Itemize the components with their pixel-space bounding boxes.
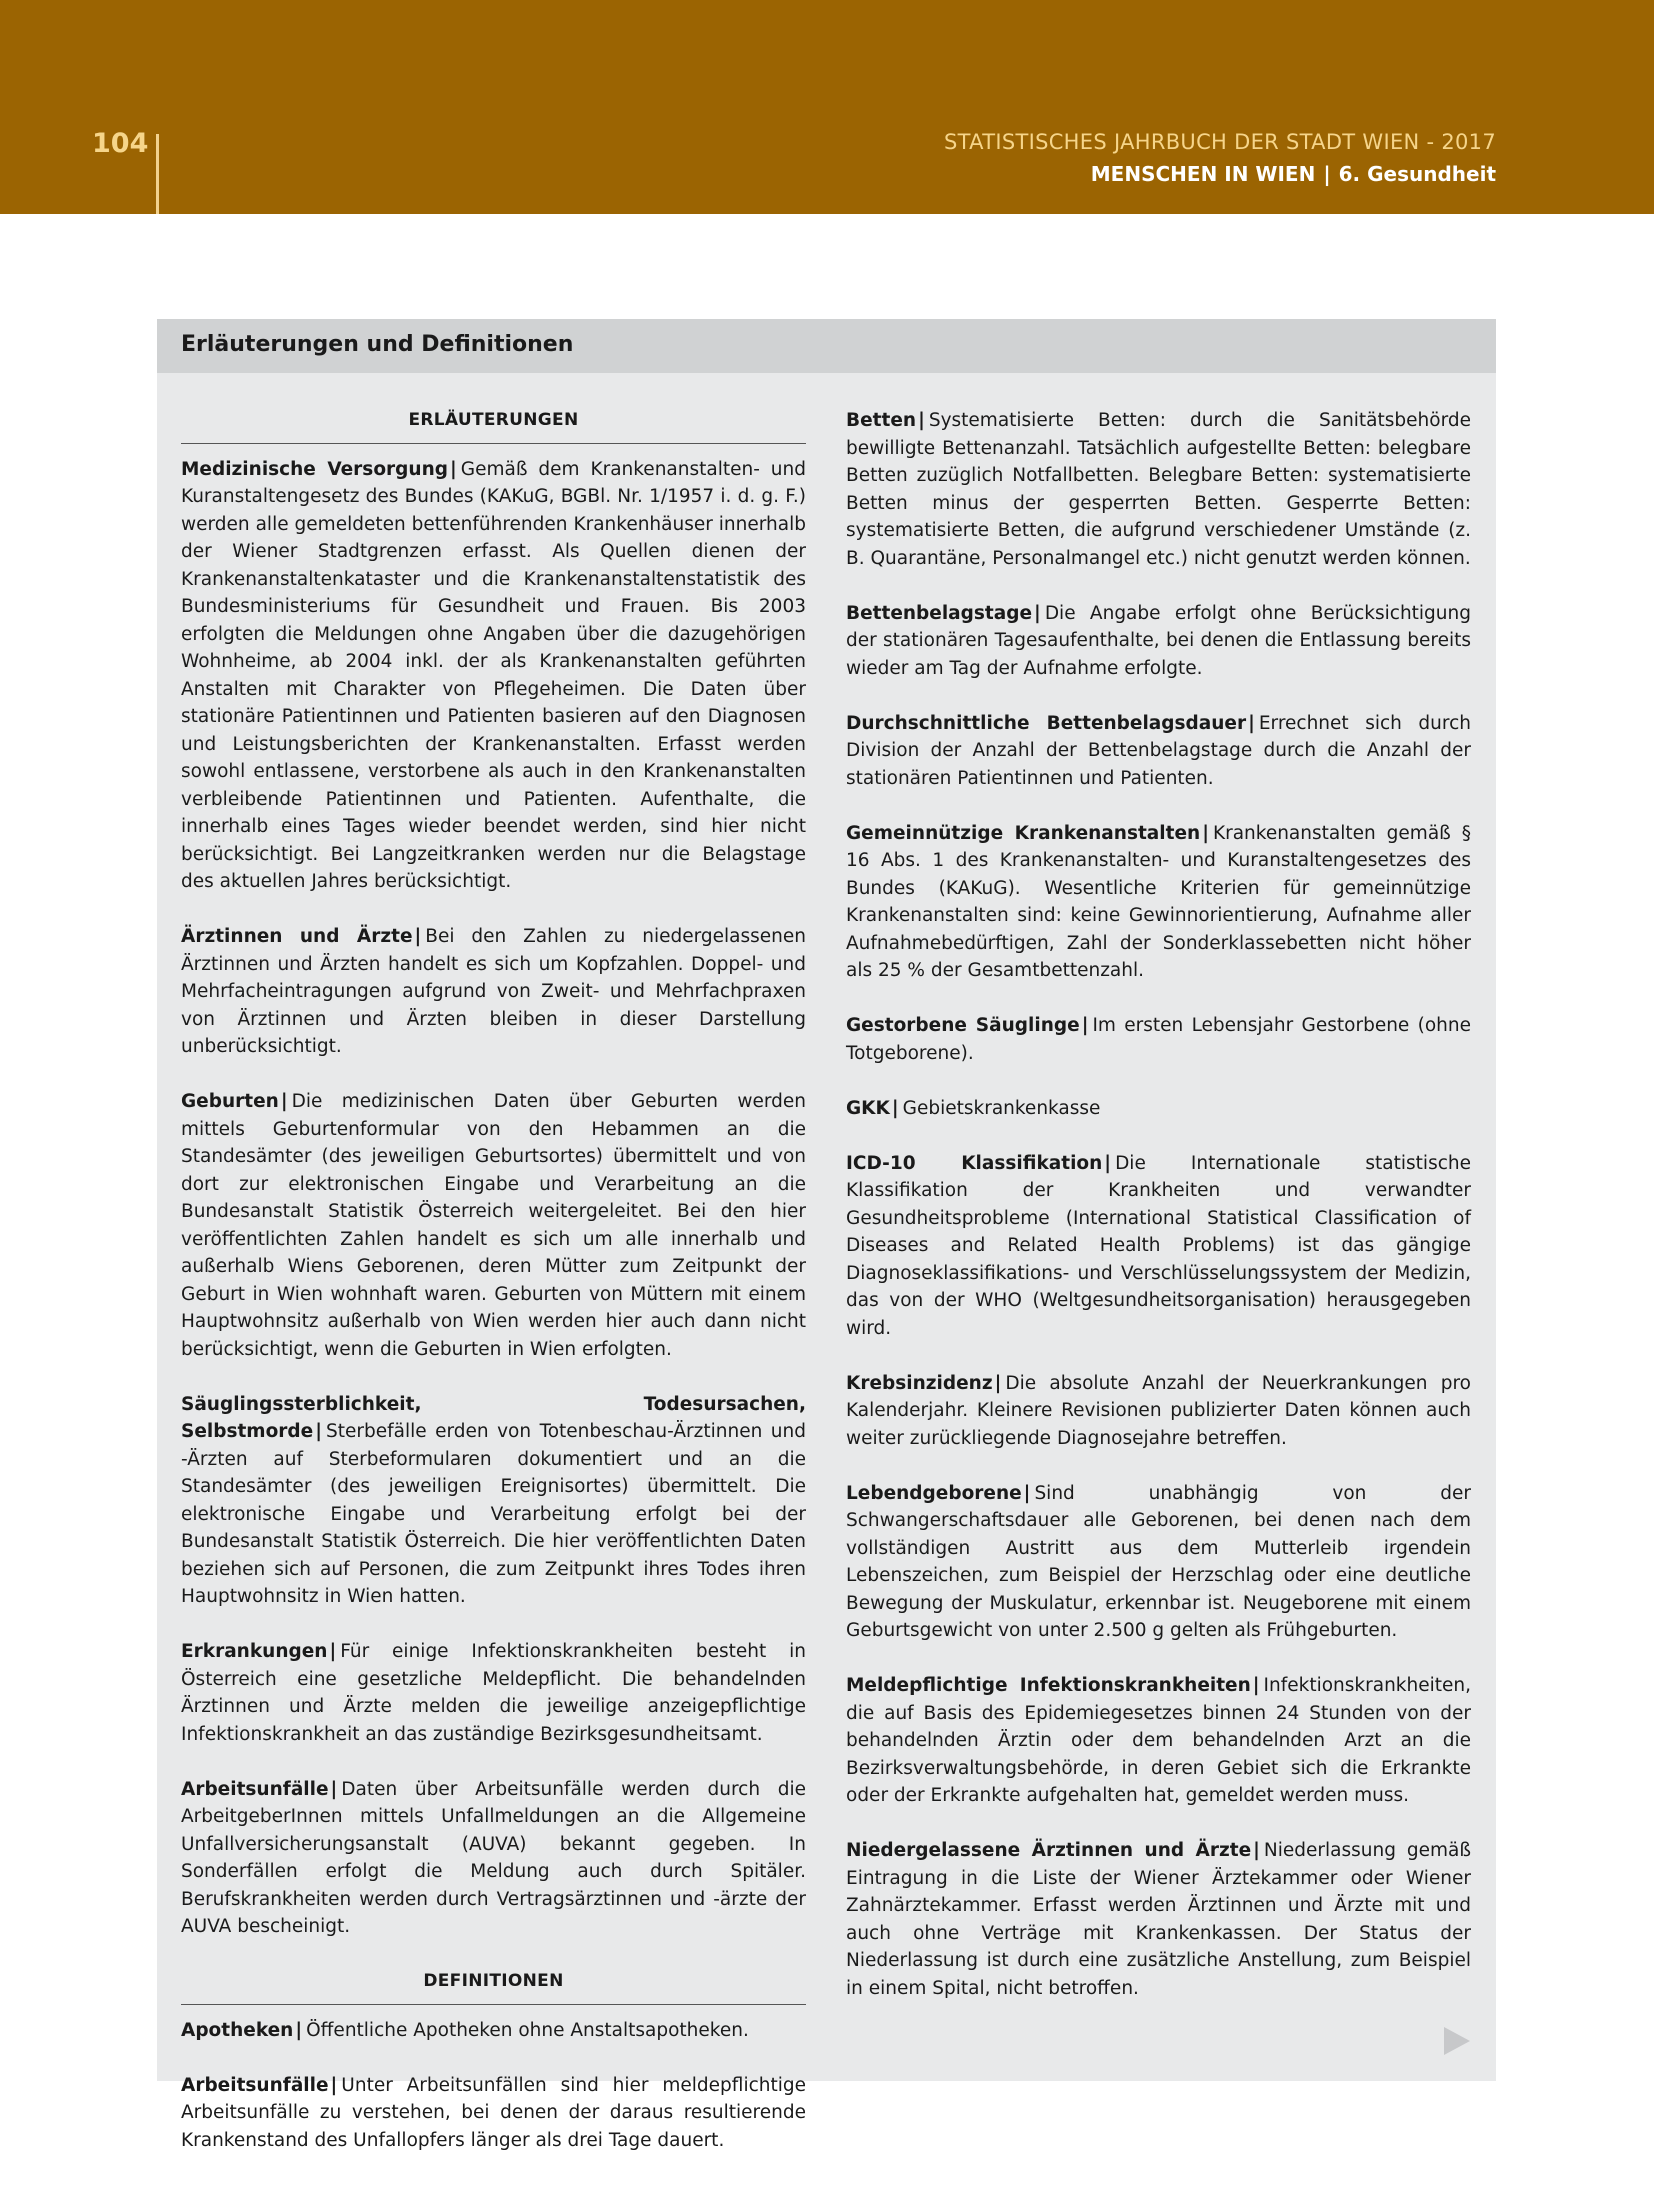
entry-term: Säuglingssterblichkeit, Todesursachen, Selbstmorde (181, 1393, 806, 1442)
definition-entry (181, 456, 806, 896)
definition-entry (181, 2072, 806, 2155)
term-separator: | (414, 926, 422, 947)
entry-text: Niederlassung gemäß Eintragung in die Liste der Wiener Ärztekammer oder Wiener Zahnärztekammer. Erfasst werden Ärztinnen und Ärzte mit und auch ohne Verträge mit Krankenkassen. Der Status der Niederlassung ist durch eine zusätzliche Anstellung, zum Beispiel in einem Spital, nicht betroffen. (846, 1840, 1471, 1999)
entry-text: Sind unabhängig von der Schwangerschaftsdauer alle Geborenen, bei denen nach dem vollständigen Austritt aus dem Mutterleib irgendein Lebenszeichen, zum Beispiel der Herzschlag oder eine deutliche Bewegung der Muskulatur, erkennbar ist. Neugeborene mit einem Geburtsgewicht von unter 2.500 g gelten als Frühgeburten. (846, 1482, 1471, 1641)
entry-term: GKK (846, 1097, 890, 1119)
term-separator: | (994, 1372, 1002, 1394)
definition-entry (846, 710, 1471, 793)
definition-entry (181, 2017, 806, 2045)
entry-term: Gestorbene Säuglinge (846, 1015, 1080, 1036)
entry-term: Meldepflichtige Infektionskrankheiten (846, 1675, 1251, 1696)
page-header (0, 0, 1654, 214)
entry-term: Durchschnittliche Bettenbelagsdauer (846, 712, 1247, 734)
definition-entry (846, 1012, 1471, 1067)
definition-entry (846, 407, 1471, 572)
term-separator: | (1202, 822, 1209, 844)
entry-term: Geburten (181, 1091, 279, 1112)
term-separator: | (280, 1091, 288, 1112)
definition-entry (181, 1391, 806, 1611)
entry-text: Öffentliche Apotheken ohne Anstaltsapotheken. (306, 2019, 749, 2041)
breadcrumb-chapter: 6. Gesundheit (1338, 162, 1496, 186)
entry-text: Infektionskrankheiten, die auf Basis des Epidemiegesetzes binnen 24 Stunden von der behandelnden Ärztin oder dem behandelnden Arzt an die Bezirksverwaltungsbehörde, in deren Gebiet sich die Erkrankte oder der Erkrankte aufgehalten hat, gemeldet werden muss. (846, 1675, 1471, 1806)
page-number: 104 (92, 128, 149, 159)
entry-text: Gebietskrankenkasse (902, 1097, 1101, 1119)
term-separator: | (449, 458, 457, 480)
term-separator: | (330, 1778, 338, 1800)
breadcrumb-section: MENSCHEN IN WIEN (1090, 162, 1316, 186)
definition-entry (181, 1088, 806, 1363)
right-column (846, 407, 1471, 2030)
term-separator: | (891, 1097, 899, 1119)
entry-text: Die Internationale statistische Klassifikation der Krankheiten und verwandter Gesundheitsprobleme (International Statistical Classification of Diseases and Related Health Problems) ist das gängige Diagnoseklassifikations- und Verschlüsselungssystem der Medizin, das von der WHO (Weltgesundheitsorganisation) herausgegeben wird. (846, 1152, 1471, 1339)
entry-term: Erkrankungen (181, 1641, 328, 1662)
entry-text: Krankenanstalten gemäß § 16 Abs. 1 des Krankenanstalten- und Kuranstaltengesetzes des Bundes (KAKuG). Wesentliche Kriterien für gemeinnützige Krankenanstalten sind: keine Gewinnorientierung, Aufnahme aller Aufnahmebedürftigen, Zahl der Sonderklassebetten nicht höher als 25 % der Gesamtbettenzahl. (846, 822, 1472, 981)
next-page-arrow-icon[interactable] (1444, 2027, 1470, 2055)
definition-entry (181, 1638, 806, 1748)
section-heading-erlaeuterungen: ERLÄUTERUNGEN (181, 407, 806, 444)
entry-text: Daten über Arbeitsunfälle werden durch die ArbeitgeberInnen mittels Unfallmeldungen an die Allgemeine Unfallversicherungsanstalt (AUVA) bekannt gegeben. In Sonderfällen erfolgt die Meldung auch durch Spitäler. Berufskrankheiten werden durch Vertragsärztinnen und -ärzte der AUVA bescheinigt. (181, 1778, 806, 1937)
entry-text: Die absolute Anzahl der Neuerkrankungen pro Kalenderjahr. Kleinere Revisionen publizierter Daten können auch weiter zurückliegende Diagnosejahre betreffen. (846, 1372, 1471, 1449)
term-separator: | (1253, 1840, 1260, 1861)
entry-term: ICD-10 Klassifikation (846, 1152, 1103, 1174)
definition-entry (846, 600, 1471, 683)
entry-term: Gemeinnützige Krankenanstalten (846, 822, 1201, 844)
entry-term: Ärztinnen und Ärzte (181, 926, 413, 947)
section-breadcrumb (1091, 162, 1496, 186)
entry-text: Gemäß dem Krankenanstalten- und Kuranstaltengesetz des Bundes (KAKuG, BGBl. Nr. 1/1957 i. d. g. F.) werden alle gemeldeten bettenführenden Krankenhäuser innerhalb der Wiener Stadtgrenzen erfasst. Als Quellen dienen der Krankenanstaltenkataster und die Krankenanstaltenstatistik des Bundesministeriums für Gesundheit und Frauen. Bis 2003 erfolgten die Meldungen ohne Angaben über die dazugehörigen Wohnheime, ab 2004 inkl. der als Krankenanstalten geführten Anstalten mit Charakter von Pflegeheimen. Die Daten über stationäre Patientinnen und Patienten basieren auf den Diagnosen und Leistungsberichten der Krankenanstalten. Erfasst werden sowohl entlassene, verstorbene als auch in den Krankenanstalten verbleibende Patientinnen und Patienten. Aufenthalte, die innerhalb eines Tages wieder beendet werden, sind hier nicht berücksichtigt. Bei Langzeitkranken werden nur die Belagstage des aktuellen Jahres berücksichtigt. (181, 458, 806, 892)
entry-text: Errechnet sich durch Division der Anzahl der Bettenbelagstage durch die Anzahl der stationären Patientinnen und Patienten. (846, 712, 1471, 789)
definition-entry (846, 1370, 1471, 1453)
definition-entry (846, 1480, 1471, 1645)
term-separator: | (1034, 602, 1041, 624)
definitions-box (157, 319, 1496, 2151)
entry-text: Systematisierte Betten: durch die Sanitätsbehörde bewilligte Bettenanzahl. Tatsächlich aufgestellte Betten: belegbare Betten zuzüglich Notfallbetten. Belegbare Betten: systematisierte Betten minus der gesperrten Betten. Gesperrte Betten: systematisierte Betten, die aufgrund verschiedener Umstände (z. B. Quarantäne, Personalmangel etc.) nicht genutzt werden können. (846, 410, 1471, 569)
entry-text: Unter Arbeitsunfällen sind hier meldepflichtige Arbeitsunfälle zu verstehen, bei denen der daraus resultierende Krankenstand des Unfallopfers länger als drei Tage dauert. (181, 2074, 806, 2151)
entry-term: Apotheken (181, 2019, 294, 2041)
entry-text: Die Angabe erfolgt ohne Berücksichtigung der stationären Tagesaufenthalte, bei denen die Entlassung bereits wieder am Tag der Aufnahme erfolgte. (846, 602, 1471, 679)
definition-entry (846, 820, 1471, 985)
definition-entry (846, 1837, 1471, 2002)
entry-term: Betten (846, 410, 917, 431)
definitionen-list-left (181, 2017, 806, 2155)
definitionen-list-right (846, 407, 1471, 2002)
box-header (157, 319, 1496, 373)
entry-term: Niedergelassene Ärztinnen und Ärzte (846, 1840, 1252, 1861)
entry-text: Bei den Zahlen zu niedergelassenen Ärztinnen und Ärzten handelt es sich um Kopfzahlen. Doppel- und Mehrfacheintragungen aufgrund von Zweit- und Mehrfachpraxen von Ärztinnen und Ärzten bleiben in dieser Darstellung unberücksichtigt. (181, 926, 806, 1057)
entry-text: Für einige Infektionskrankheiten besteht in Österreich eine gesetzliche Meldepflicht. Die behandelnden Ärztinnen und Ärzte melden die jeweilige anzeigepflichtige Infektionskrankheit an das zuständige Bezirksgesundheitsamt. (181, 1641, 806, 1745)
entry-term: Krebsinzidenz (846, 1372, 993, 1394)
term-separator: | (329, 1641, 337, 1662)
term-separator: | (315, 1421, 322, 1442)
entry-term: Arbeitsunfälle (181, 2074, 329, 2096)
definition-entry (181, 1776, 806, 1941)
entry-text: Die medizinischen Daten über Geburten werden mittels Geburtenformular von den Hebammen an die Standesämter (des jeweiligen Geburtsortes) übermittelt und von dort zur elektronischen Eingabe und Verarbeitung an die Bundesanstalt Statistik Österreich weitergeleitet. Bei den hier veröffentlichten Zahlen handelt es sich um alle innerhalb und außerhalb Wiens Geborenen, deren Mütter zum Zeitpunkt der Geburt in Wien wohnhaft waren. Geburten von Müttern mit einem Hauptwohnsitz außerhalb von Wien werden hier auch dann nicht berücksichtigt, wenn die Geburten in Wien erfolgten. (181, 1091, 806, 1360)
entry-text: Im ersten Lebensjahr Gestorbene (ohne Totgeborene). (846, 1015, 1472, 1064)
entry-term: Bettenbelagstage (846, 602, 1033, 624)
publication-title: STATISTISCHES JAHRBUCH DER STADT WIEN - 2017 (944, 130, 1496, 154)
breadcrumb-separator: | (1323, 162, 1331, 186)
header-divider (156, 134, 159, 214)
section-heading-definitionen: DEFINITIONEN (181, 1968, 806, 2005)
entry-term: Arbeitsunfälle (181, 1778, 329, 1800)
term-separator: | (1248, 712, 1255, 734)
term-separator: | (295, 2019, 303, 2041)
box-title: Erläuterungen und Definitionen (181, 332, 574, 357)
definition-entry (846, 1672, 1471, 1810)
term-separator: | (1023, 1482, 1031, 1504)
term-separator: | (1252, 1675, 1260, 1696)
definition-entry (846, 1095, 1471, 1123)
erlaeuterungen-list (181, 456, 806, 1941)
entry-text: Sterbefälle erden von Totenbeschau-Ärztinnen und -Ärzten auf Sterbeformularen dokumentiert und an die Standesämter (des jeweiligen Ereignisortes) übermittelt. Die elektronische Eingabe und Verarbeitung erfolgt bei der Bundesanstalt Statistik Österreich. Die hier veröffentlichten Daten beziehen sich auf Personen, die zum Zeitpunkt ihres Todes ihren Hauptwohnsitz in Wien hatten. (181, 1421, 806, 1607)
term-separator: | (1081, 1015, 1089, 1036)
entry-term: Lebendgeborene (846, 1482, 1022, 1504)
definition-entry (181, 923, 806, 1061)
definition-entry (846, 1150, 1471, 1343)
term-separator: | (918, 410, 925, 431)
term-separator: | (1104, 1152, 1112, 1174)
term-separator: | (330, 2074, 338, 2096)
left-column (181, 407, 806, 2182)
entry-term: Medizinische Versorgung (181, 458, 448, 480)
